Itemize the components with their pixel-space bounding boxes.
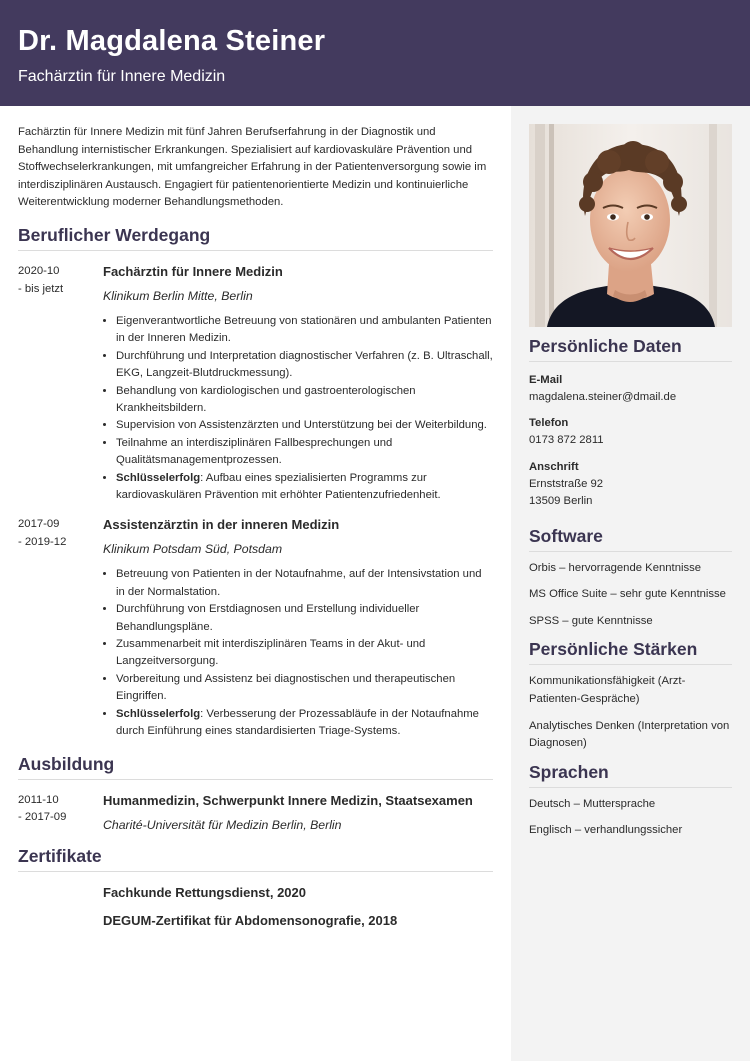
contact-phone (529, 415, 732, 449)
candidate-name: Dr. Magdalena Steiner (18, 25, 326, 57)
experience-entry (18, 263, 493, 504)
entry-title: Assistenzärztin in der inneren Medizin (103, 517, 340, 533)
software-item: MS Office Suite – sehr gute Kenntnisse (529, 588, 726, 601)
entry-title: Humanmedizin, Schwerpunkt Innere Medizin, Staatsexamen (103, 792, 473, 808)
email-value: magdalena.steiner@dmail.de (529, 391, 677, 403)
software-item: Orbis – hervorragende Kenntnisse (529, 561, 702, 574)
contact-email (529, 372, 732, 406)
email-label: E-Mail (529, 374, 563, 386)
strengths-list (529, 673, 732, 752)
main-column (0, 106, 511, 929)
strength-item: Analytisches Denken (Interpretation von Diagnosen) (529, 719, 730, 750)
section-title-certificates: Zertifikate (18, 845, 493, 872)
bullet-item: • Behandlung von kardiologischen und gastroenterologischen Krankheitsbildern. (116, 383, 493, 418)
bullet-item: • Vorbereitung und Assistenz bei diagnostischen und therapeutischen Eingriffen. (116, 671, 493, 706)
entry-date: 2017-09 - 2019-12 (18, 518, 67, 549)
entry-date: 2020-10 - bis jetzt (18, 264, 64, 295)
software-item: SPSS – gute Kenntnisse (529, 614, 653, 627)
phone-label: Telefon (529, 417, 569, 430)
bullet-item: • Durchführung und Interpretation diagnostischer Verfahren (z. B. Ultraschall, EKG, Langzeit-Blutdruckmessung). (116, 348, 493, 383)
section-title-strengths: Persönliche Stärken (529, 638, 732, 665)
key-achievement-label: Schlüsselerfolg (116, 471, 201, 484)
key-achievement-text: : Aufbau eines spezialisierten Programms zur kardiovaskulären Prävention mit erhöhter Patientenzufriedenheit. (116, 471, 441, 502)
entry-bullets (103, 313, 493, 504)
profile-summary: Fachärztin für Innere Medizin mit fünf Jahren Berufserfahrung in der Diagnostik und Behandlung internistischer Erkrankungen. Spezialisiert auf kardiovaskuläre Prävention und Stoffwechselerkrankungen, mit umfangreicher Erfahrung in der Patientenversorgung sowie im interdisziplinären Austausch. Engagiert für patientenorientierte Medizin und kontinuierliche Weiterentwicklung moderner Behandlungsmethoden. (18, 126, 487, 209)
key-achievement-label: Schlüsselerfolg (116, 707, 201, 720)
key-achievement (116, 470, 493, 505)
bullet-item: • Durchführung von Erstdiagnosen und Erstellung individueller Behandlungspläne. (116, 601, 493, 636)
entry-organization: Klinikum Berlin Mitte, Berlin (103, 288, 253, 303)
key-achievement-text: : Verbesserung der Prozessabläufe in der Notaufnahme durch Einführung eines standardisierten Triage-Systems. (116, 707, 479, 738)
bullet-item: • Eigenverantwortliche Betreuung von stationären und ambulanten Patienten in der Inneren Medizin. (116, 313, 493, 348)
sidebar (511, 106, 750, 1061)
section-title-software: Software (529, 525, 732, 552)
bullet-item: • Zusammenarbeit mit interdisziplinären Teams in der Akut- und Langzeitversorgung. (116, 636, 493, 671)
bullet-item: • Betreuung von Patienten in der Notaufnahme, auf der Intensivstation und in der Normalstation. (116, 566, 493, 601)
contact-address (529, 459, 732, 511)
key-achievement (116, 706, 493, 741)
address-city: 13509 Berlin (529, 495, 593, 508)
education-entry (18, 792, 493, 833)
languages-list (529, 796, 732, 840)
certificate-item: Fachkunde Rettungsdienst, 2020 (103, 884, 306, 900)
address-label: Anschrift (529, 460, 579, 473)
entry-date: 2011-10 - 2017-09 (18, 793, 67, 824)
profile-photo (529, 124, 732, 327)
entry-bullets (103, 566, 493, 740)
software-list (529, 560, 732, 631)
section-title-languages: Sprachen (529, 761, 732, 788)
section-title-education: Ausbildung (18, 753, 493, 780)
certificate-item: DEGUM-Zertifikat für Abdomensonografie, 2018 (103, 912, 398, 928)
strength-item: Kommunikationsfähigkeit (Arzt-Patienten-Gespräche) (529, 675, 686, 705)
language-item: Englisch – verhandlungssicher (529, 824, 683, 837)
bullet-item: • Supervision von Assistenzärzten und Unterstützung bei der Weiterbildung. (116, 417, 493, 434)
experience-entry (18, 516, 493, 740)
phone-value: 0173 872 2811 (529, 434, 604, 447)
section-title-experience: Beruflicher Werdegang (18, 224, 493, 251)
entry-title: Fachärztin für Innere Medizin (103, 263, 283, 279)
candidate-role: Fachärztin für Innere Medizin (18, 68, 226, 85)
entry-organization: Klinikum Potsdam Süd, Potsdam (103, 542, 283, 557)
language-item: Deutsch – Muttersprache (529, 797, 656, 810)
entry-organization: Charité-Universität für Medizin Berlin, Berlin (103, 817, 342, 832)
section-title-personal-data: Persönliche Daten (529, 335, 732, 362)
bullet-item: • Teilnahme an interdisziplinären Fallbesprechungen und Qualitätsmanagementprozessen. (116, 435, 493, 470)
resume-header (0, 0, 750, 106)
address-street: Ernststraße 92 (529, 477, 604, 490)
